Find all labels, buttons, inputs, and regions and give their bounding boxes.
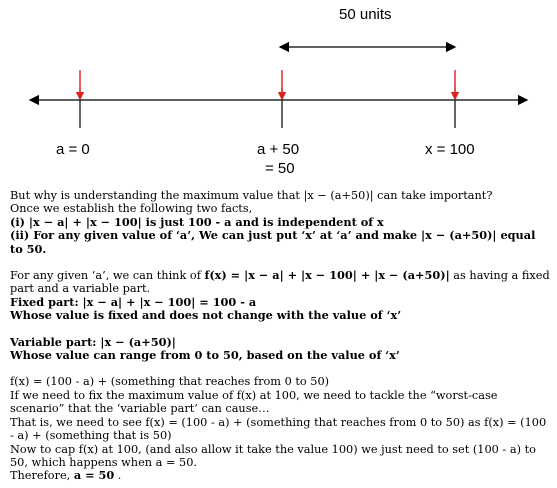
- variable-part-description: Whose value can range from 0 to 50, based on the value of ‘x’: [10, 348, 400, 363]
- span-label: 50 units: [339, 6, 392, 23]
- explanation-text: [10, 189, 552, 483]
- label-a-plus-50: a + 50: [257, 141, 300, 158]
- label-a-plus-50-value: = 50: [265, 160, 295, 177]
- number-line-diagram: [0, 0, 557, 185]
- label-x: x = 100: [425, 141, 475, 158]
- worst-case-expression: That is, we need to see f(x) = (100 - a) + (something that reaches from 0 to 50) as f(x) = (100 - a) + (something that is 50): [10, 415, 547, 443]
- cap-text: Now to cap f(x) at 100, (and also allow it take the value 100) we just need to set (100 - a) to 50, which happens when a = 50.: [10, 442, 536, 469]
- variable-part: Variable part: |x − (a+50)|: [10, 334, 176, 349]
- fixed-part-description: Whose value is fixed and does not change with the value of ‘x’: [10, 308, 402, 323]
- fact-2: (ii) For any given value of ‘a’, We can just put ‘x’ at ‘a’ and make |x − (a+50)| equal to 50.: [10, 228, 536, 256]
- function-description: For any given ‘a’, we can think of f(x) = |x − a| + |x − 100| + |x − (a+50)| as having a fixed part and a variable part.: [10, 268, 550, 296]
- intro-question: But why is understanding the maximum value that |x − (a+50)| can take important?: [10, 189, 493, 202]
- intro-facts: Once we establish the following two facts,: [10, 202, 253, 216]
- fixed-part: Fixed part: |x − a| + |x − 100| = 100 - a: [10, 294, 257, 309]
- function-expression: f(x) = (100 - a) + (something that reaches from 0 to 50): [10, 375, 330, 389]
- worst-case-text: If we need to fix the maximum value of f(x) at 100, we need to tackle the “worst-case scenario” that the ‘variable part’ can cause…: [10, 388, 498, 416]
- conclusion: Therefore, a = 50 .: [10, 468, 122, 483]
- fact-1: (i) |x − a| + |x − 100| is just 100 - a and is independent of x: [10, 214, 384, 229]
- label-a: a = 0: [56, 141, 90, 158]
